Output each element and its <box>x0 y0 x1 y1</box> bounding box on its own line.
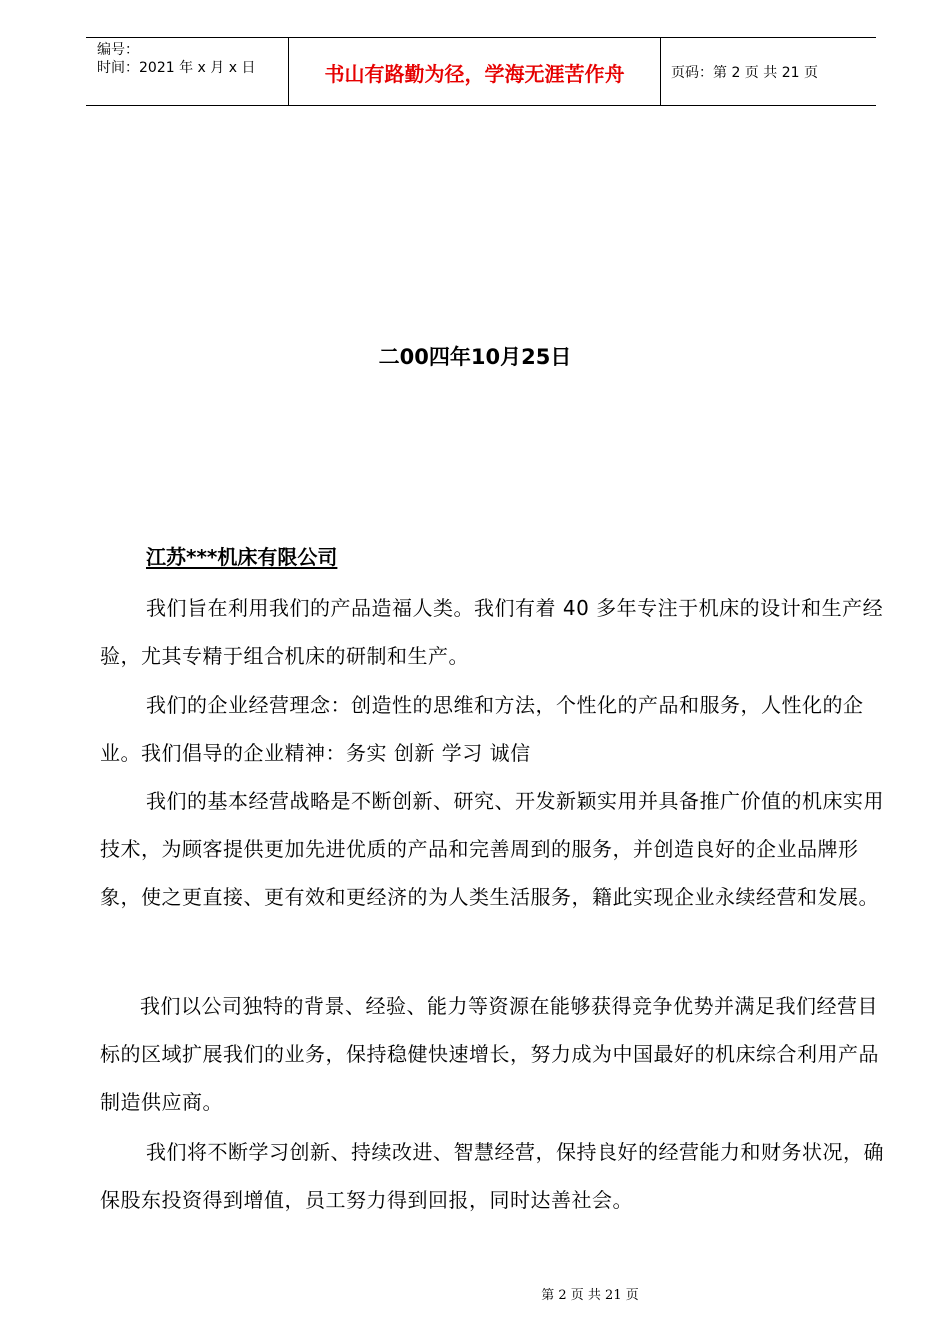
header-page-info: 页码：第 2 页 共 21 页 <box>671 64 818 81</box>
paragraph: 我们将不断学习创新、持续改进、智慧经营，保持良好的经营能力和财务状况，确保股东投资得到增值，员工努力得到回报，同时达善社会。 <box>100 1140 884 1212</box>
paragraph: 我们的基本经营战略是不断创新、研究、开发新颖实用并具备推广价值的机床实用技术，为顾客提供更加先进优质的产品和完善周到的服务，并创造良好的企业品牌形象，使之更直接、更有效和更经济的为人类生活服务，籍此实现企业永续经营和发展。 <box>100 789 884 909</box>
paragraph: 我们的企业经营理念：创造性的思维和方法，个性化的产品和服务，人性化的企业。我们倡导的企业精神：务实 创新 学习 诚信 <box>100 693 864 765</box>
date-title: 二00四年10月25日 <box>378 345 572 369</box>
header-meta <box>86 38 288 105</box>
page-footer: 第 2 页 共 21 页 <box>541 1288 639 1303</box>
paragraph: 我们以公司独特的背景、经验、能力等资源在能够获得竞争优势并满足我们经营目标的区域扩展我们的业务，保持稳健快速增长，努力成为中国最好的机床综合利用产品制造供应商。 <box>100 994 879 1114</box>
number-label: 编号： <box>97 42 139 58</box>
time-label: 时间：2021 年 x 月 x 日 <box>97 60 256 76</box>
paragraph: 我们旨在利用我们的产品造福人类。我们有着 40 多年专注于机床的设计和生产经验，尤其专精于组合机床的研制和生产。 <box>100 596 884 668</box>
company-name: 江苏***机床有限公司 <box>146 545 338 569</box>
header-motto: 书山有路勤为径，学海无涯苦作舟 <box>288 38 661 105</box>
page-header <box>86 37 876 106</box>
